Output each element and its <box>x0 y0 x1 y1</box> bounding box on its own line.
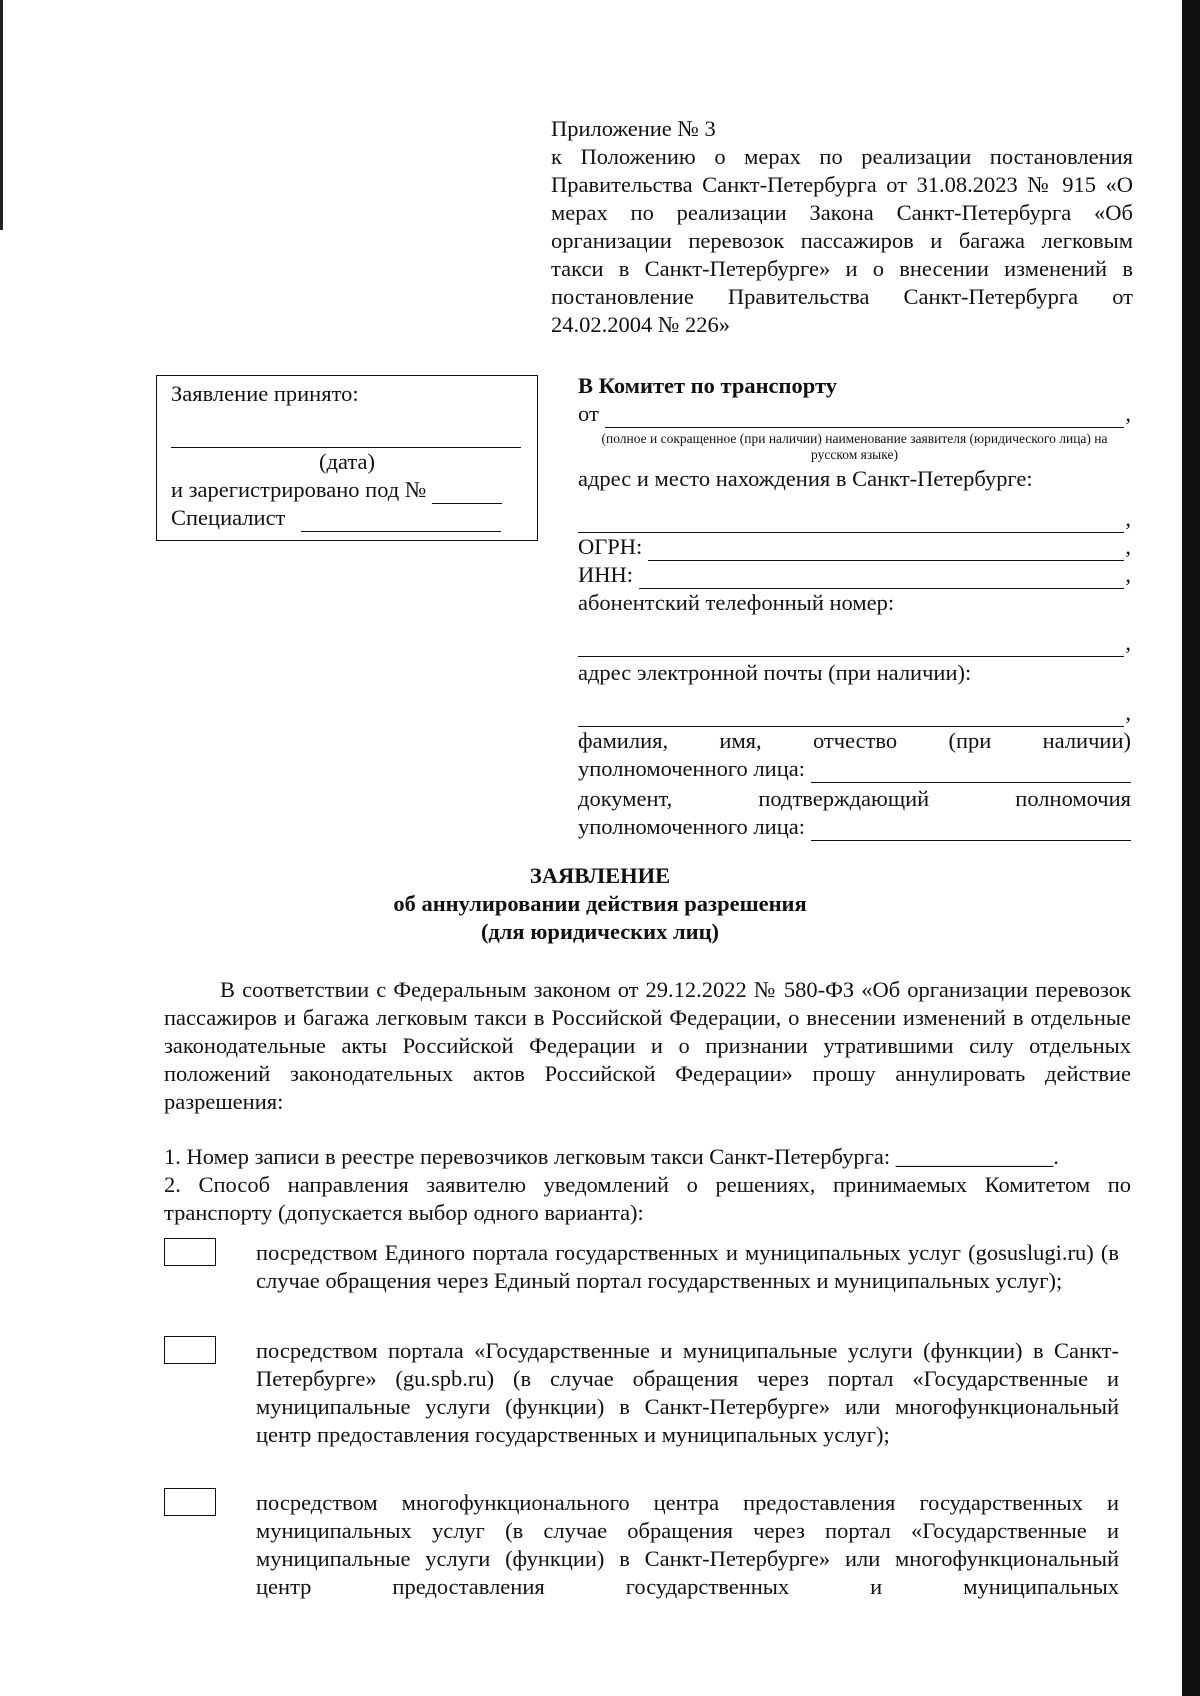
appendix-text: к Положению о мерах по реализации постановления Правительства Санкт-Петербурга от 31.08.2023 № 915 «О мерах по реализации Закона Санкт-Петербурга «Об организации перевозок пассажиров и багажа легковым такси в Санкт-Петербурге» и о внесении изменений в постановление Правительства Санкт-Петербурга от 24.02.2004 № 226» <box>551 144 1133 337</box>
receipt-specialist-field[interactable] <box>301 511 501 532</box>
doc-label-line1: документ, подтверждающий полномочия <box>578 786 1131 811</box>
ogrn-row <box>578 533 1131 561</box>
address-field[interactable] <box>578 512 1124 533</box>
option-1-checkbox[interactable] <box>164 1238 216 1266</box>
comma: , <box>1125 506 1131 531</box>
inn-field[interactable] <box>639 568 1124 589</box>
phone-label: абонентский телефонный номер: <box>578 590 895 615</box>
address-row <box>578 493 1131 533</box>
ogrn-label: ОГРН: <box>578 534 643 559</box>
appendix-header <box>551 115 1133 339</box>
inn-label: ИНН: <box>578 562 633 587</box>
scan-edge-right <box>1182 0 1200 1696</box>
comma: , <box>1125 700 1131 725</box>
receipt-accepted-label: Заявление принято: <box>171 381 359 406</box>
from-row <box>578 400 1131 428</box>
option-3-checkbox[interactable] <box>164 1488 216 1516</box>
scan-edge-left <box>0 0 3 230</box>
receipt-date-field[interactable] <box>171 427 521 448</box>
applicant-name-field[interactable] <box>605 407 1125 428</box>
fio-label-line2: уполномоченного лица: <box>578 756 805 781</box>
option-2-checkbox[interactable] <box>164 1336 216 1364</box>
receipt-specialist-label: Специалист <box>171 505 286 530</box>
option-2-text: посредством портала «Государственные и муниципальные услуги (функции) в Санкт-Петербурге» (gu.spb.ru) (в случае обращения через портал «Государственные и муниципальные услуги (функции) в Санкт-Петербурге» или многофункциональный центр предоставления государственных и муниципальных услуг); <box>256 1338 1119 1447</box>
comma: , <box>1125 562 1131 587</box>
comma: , <box>1125 401 1131 426</box>
item-2: 2. Способ направления заявителю уведомлений о решениях, принимаемых Комитетом по транспорту (допускается выбор одного варианта): <box>164 1172 1131 1225</box>
document-subtitle-2: (для юридических лиц) <box>480 919 720 944</box>
email-field[interactable] <box>578 706 1124 727</box>
intro-paragraph: В соответствии с Федеральным законом от 29.12.2022 № 580-ФЗ «Об организации перевозок пассажиров и багажа легковым такси в Российской Федерации, о внесении изменений в отдельные законодательные акты Российской Федерации и о признании утратившими силу отдельных положений законодательных актов Российской Федерации» прошу аннулировать действие разрешения: <box>164 977 1131 1114</box>
receipt-registered-row <box>171 476 523 504</box>
applicant-block <box>578 372 1131 841</box>
receipt-registered-label: и зарегистрировано под № <box>171 477 427 502</box>
fio-label-line1: фамилия, имя, отчество (при наличии) <box>578 728 1131 753</box>
comma: , <box>1125 630 1131 655</box>
phone-row <box>578 617 1131 657</box>
receipt-date-caption: (дата) <box>319 449 375 474</box>
document-title: ЗАЯВЛЕНИЕ <box>529 863 671 888</box>
from-label: от <box>578 401 599 426</box>
address-label: адрес и место нахождения в Санкт-Петербурге: <box>578 466 1033 491</box>
doc-label-line2: уполномоченного лица: <box>578 814 805 839</box>
receipt-reg-number-field[interactable] <box>432 483 502 504</box>
fio-row <box>578 755 1131 783</box>
receipt-specialist-row <box>171 504 523 532</box>
addressee: В Комитет по транспорту <box>578 373 837 398</box>
appendix-number: Приложение № 3 <box>551 116 716 141</box>
email-label: адрес электронной почты (при наличии): <box>578 660 972 685</box>
ogrn-field[interactable] <box>648 540 1124 561</box>
option-3-text: посредством многофункционального центра предоставления государственных и муниципальных услуг (в случае обращения через портал «Государственные и муниципальные услуги (функции) в Санкт-Петербурге» или многофункциональный центр предоставления государственных и муниципальных <box>256 1490 1119 1599</box>
receipt-accepted-row <box>171 380 523 408</box>
document-subtitle: об аннулировании действия разрешения <box>393 891 807 916</box>
item-1: 1. Номер записи в реестре перевозчиков легковым такси Санкт-Петербурга: ______________. <box>164 1144 1059 1169</box>
email-row <box>578 687 1131 727</box>
option-1-text: посредством Единого портала государственных и муниципальных услуг (gosuslugi.ru) (в случае обращения через Единый портал государственных и муниципальных услуг); <box>256 1240 1119 1293</box>
inn-row <box>578 561 1131 589</box>
doc-row <box>578 813 1131 841</box>
doc-field[interactable] <box>811 820 1131 841</box>
phone-field[interactable] <box>578 636 1124 657</box>
receipt-date-row <box>171 408 523 448</box>
applicant-name-hint: (полное и сокращенное (при наличии) наименование заявителя (юридического лица) на русском языке) <box>601 431 1108 462</box>
fio-field[interactable] <box>811 762 1131 783</box>
receipt-box <box>156 375 538 541</box>
comma: , <box>1125 534 1131 559</box>
